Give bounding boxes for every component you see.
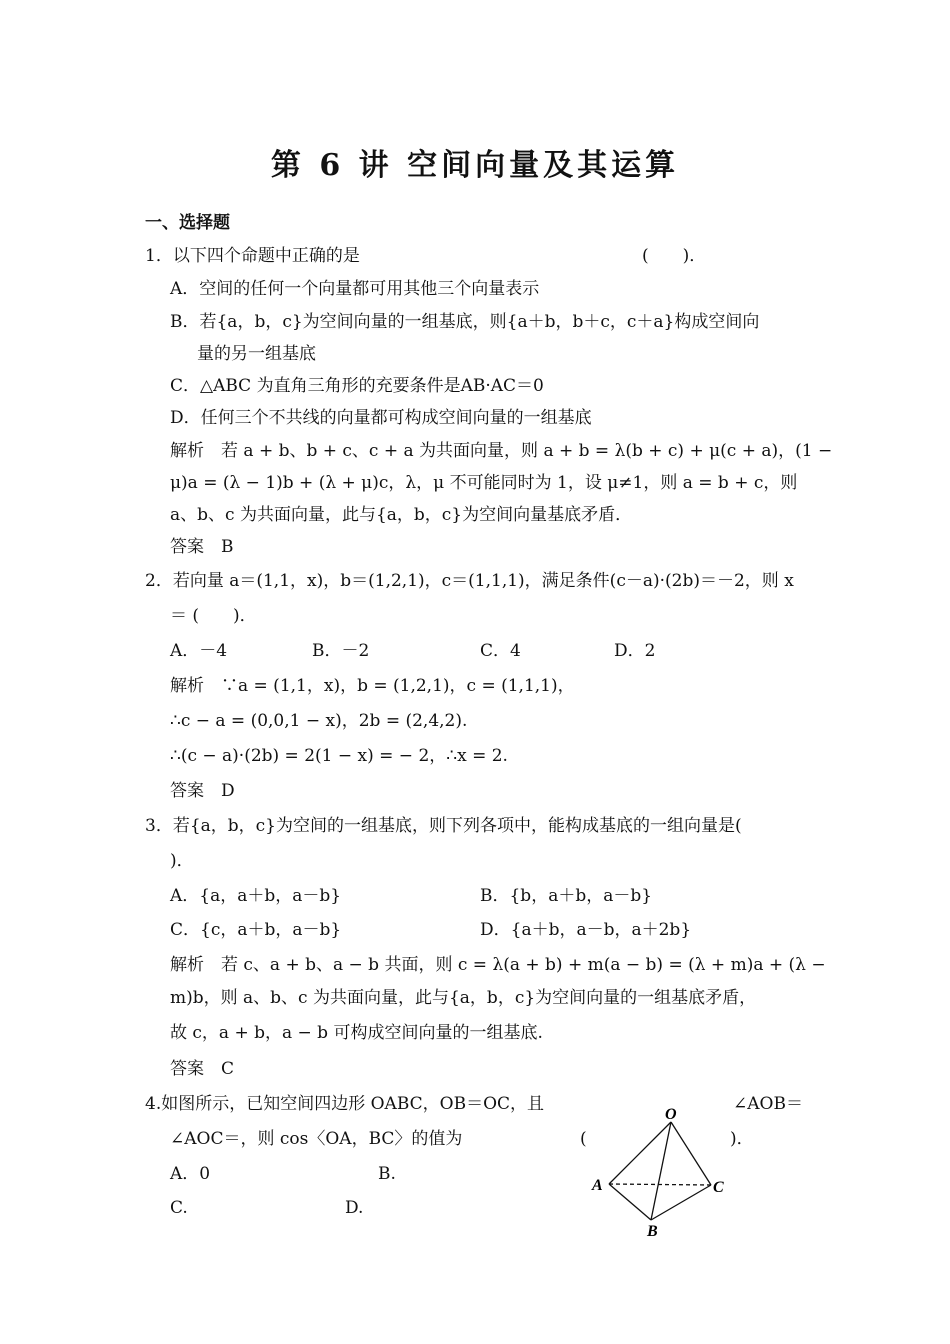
vertex-label-c: C	[713, 1179, 724, 1196]
q1-option-b-line2: 量的另一组基底	[197, 344, 316, 364]
q1-solution-line3: a、b、c 为共面向量，此与{a，b，c}为空间向量基底矛盾．	[170, 505, 633, 525]
tetrahedron-figure	[585, 1102, 735, 1242]
q1-solution-line1: 解析 若 a + b、b + c、c + a 为共面向量，则 a + b = λ(b + c) + μ(c + a)，(1 −	[170, 441, 833, 461]
q2-solution-line3: ∴(c − a)·(2b) = 2(1 − x) = − 2，∴x = 2.	[170, 746, 508, 766]
q2-stem-cont: ＝ ( )．	[170, 606, 257, 626]
edge-ab	[609, 1184, 651, 1220]
q3-solution-line2: m)b，则 a、b、c 为共面向量，此与{a，b，c}为空间向量的一组基底矛盾，	[170, 988, 757, 1008]
edge-ac-hidden	[609, 1184, 711, 1185]
q1-paren: ( )．	[642, 246, 707, 266]
vertex-label-b: B	[647, 1223, 658, 1240]
q3-option-a: A．{a，a＋b，a－b}	[170, 886, 342, 906]
edge-oa	[609, 1122, 671, 1184]
vertex-label-o: O	[665, 1106, 677, 1123]
q3-option-b: B．{b，a＋b，a－b}	[480, 886, 653, 906]
q1-option-b-line1: B．若{a，b，c}为空间向量的一组基底，则{a＋b，b＋c，c＋a}构成空间向	[170, 312, 760, 332]
q3-stem: 3．若{a，b，c}为空间的一组基底，则下列各项中，能构成基底的一组向量是(	[145, 816, 742, 836]
q4-stem-cont: ∠AOC＝，则 cos〈OA，BC〉的值为	[170, 1129, 463, 1149]
q4-paren-left: (	[580, 1129, 587, 1149]
q4-option-d: D.	[345, 1198, 364, 1218]
q2-option-a: A．－4	[170, 641, 228, 661]
q1-stem: 1．以下四个命题中正确的是	[145, 246, 360, 266]
q2-solution-line1: 解析 ∵a = (1,1，x)，b = (1,2,1)，c = (1,1,1)，	[170, 676, 575, 696]
q3-stem-cont: )．	[170, 851, 194, 871]
vertex-label-a: A	[592, 1177, 603, 1194]
q1-option-d: D．任何三个不共线的向量都可构成空间向量的一组基底	[170, 408, 592, 428]
q2-stem: 2．若向量 a＝(1,1，x)，b＝(1,2,1)，c＝(1,1,1)，满足条件(c－a)·(2b)＝－2，则 x	[145, 571, 794, 591]
q1-option-a: A．空间的任何一个向量都可用其他三个向量表示	[170, 279, 540, 299]
q2-option-d: D．2	[614, 641, 656, 661]
q3-answer: 答案 C	[170, 1059, 235, 1079]
edge-oc	[671, 1122, 711, 1185]
q3-option-d: D．{a＋b，a－b，a＋2b}	[480, 920, 692, 940]
q4-paren-right: )．	[730, 1129, 754, 1149]
q2-answer: 答案 D	[170, 781, 235, 801]
edge-ob	[651, 1122, 671, 1220]
q4-option-b: B.	[378, 1164, 396, 1184]
q2-option-c: C．4	[480, 641, 521, 661]
q4-option-a: A．0	[170, 1164, 211, 1184]
edge-bc	[651, 1185, 711, 1220]
q3-solution-line3: 故 c，a + b，a − b 可构成空间向量的一组基底.	[170, 1023, 543, 1043]
page-title: 第 6 讲 空间向量及其运算	[270, 148, 680, 183]
q2-solution-line2: ∴c − a = (0,0,1 − x)，2b = (2,4,2).	[170, 711, 468, 731]
section-heading: 一、选择题	[145, 213, 230, 233]
q3-solution-line1: 解析 若 c、a + b、a − b 共面，则 c = λ(a + b) + m(a − b) = (λ + m)a + (λ −	[170, 955, 826, 975]
q2-option-b: B．－2	[312, 641, 370, 661]
q4-option-c: C.	[170, 1198, 188, 1218]
q1-answer: 答案 B	[170, 537, 234, 557]
q1-option-c: C．△ABC 为直角三角形的充要条件是AB·AC＝0	[170, 376, 544, 396]
q1-solution-line2: μ)a = (λ − 1)b + (λ + μ)c，λ，μ 不可能同时为 1，设 μ≠1，则 a = b + c，则	[170, 473, 798, 493]
q3-option-c: C．{c，a＋b，a－b}	[170, 920, 342, 940]
q4-stem: 4.如图所示，已知空间四边形 OABC，OB＝OC，且	[145, 1094, 545, 1114]
q4-stem-right: ∠AOB＝	[733, 1094, 803, 1114]
